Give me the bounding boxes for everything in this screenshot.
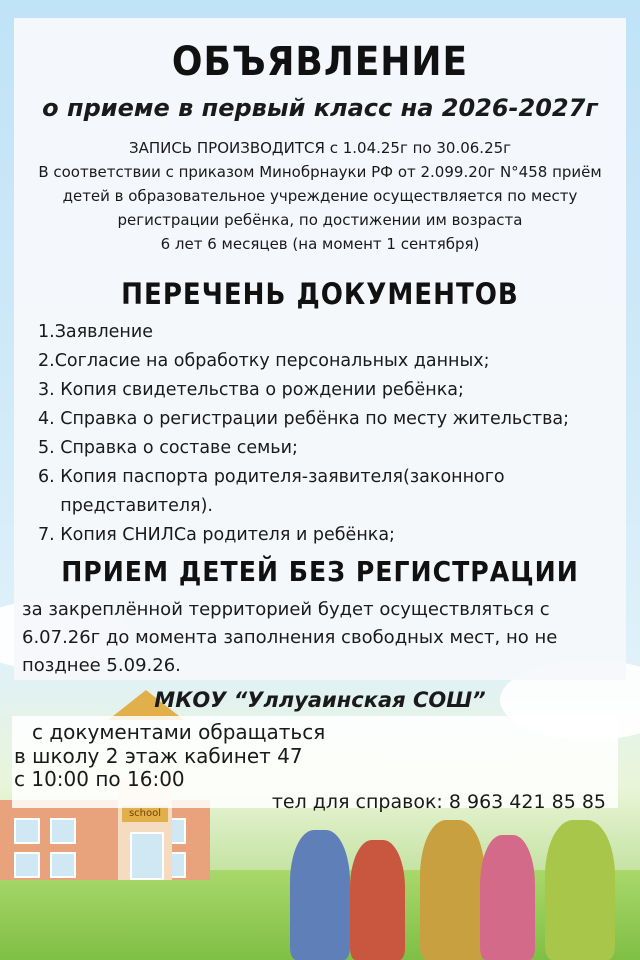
list-item: 2.Согласие на обработку персональных данных; [38,351,490,371]
child-illustration [290,830,350,960]
list-item: 3. Копия свидетельства о рождении ребёнка; [38,380,464,400]
intro-line: детей в образовательное учреждение осуществляется по месту [62,187,578,205]
intro-text [14,136,626,256]
documents-heading: ПЕРЕЧЕНЬ ДОКУМЕНТОВ [121,277,519,311]
child-illustration [420,820,485,960]
intro-line: регистрации ребёнка, по достижении им возраста [117,211,523,229]
list-item: 7. Копия СНИЛСа родителя и ребёнка; [38,525,395,545]
list-item: 6. Копия паспорта родителя-заявителя(законного [38,467,505,487]
no-registration-text [22,596,622,680]
page-title: ОБЪЯВЛЕНИЕ [171,39,469,85]
page-subtitle: о приеме в первый класс на 2026-2027г [42,94,598,122]
contact-line: с документами обращаться [32,720,326,744]
child-illustration [350,840,405,960]
contact-line: в школу 2 этаж кабинет 47 [14,744,303,768]
intro-line: ЗАПИСЬ ПРОИЗВОДИТСЯ с 1.04.25г по 30.06.25г [128,139,512,157]
text-line: позднее 5.09.26. [22,655,181,676]
contact-box [12,716,618,813]
intro-line: 6 лет 6 месяцев (на момент 1 сентября) [160,235,480,253]
text-line: за закреплённой территорией будет осуществляться с [22,599,550,620]
phone-number: тел для справок: 8 963 421 85 85 [271,791,606,813]
list-item: 1.Заявление [38,322,154,342]
text-line: 6.07.26г до момента заполнения свободных мест, но не [22,627,558,648]
list-item: 4. Справка о регистрации ребёнка по месту жительства; [38,409,569,429]
child-illustration [480,835,535,960]
list-item: представителя). [38,496,213,516]
contact-line: с 10:00 по 16:00 [14,767,185,791]
school-building [0,800,210,880]
school-sign: school [122,806,168,822]
list-item: 5. Справка о составе семьи; [38,438,298,458]
child-illustration [545,820,615,960]
school-name: МКОУ “Уллуаинская СОШ” [154,688,486,712]
no-registration-heading: ПРИЕМ ДЕТЕЙ БЕЗ РЕГИСТРАЦИИ [61,555,579,588]
intro-line: В соответствии с приказом Минобрнауки РФ от 2.099.20г N°458 приём [38,163,602,181]
documents-list [38,318,569,550]
school-door [130,832,164,880]
